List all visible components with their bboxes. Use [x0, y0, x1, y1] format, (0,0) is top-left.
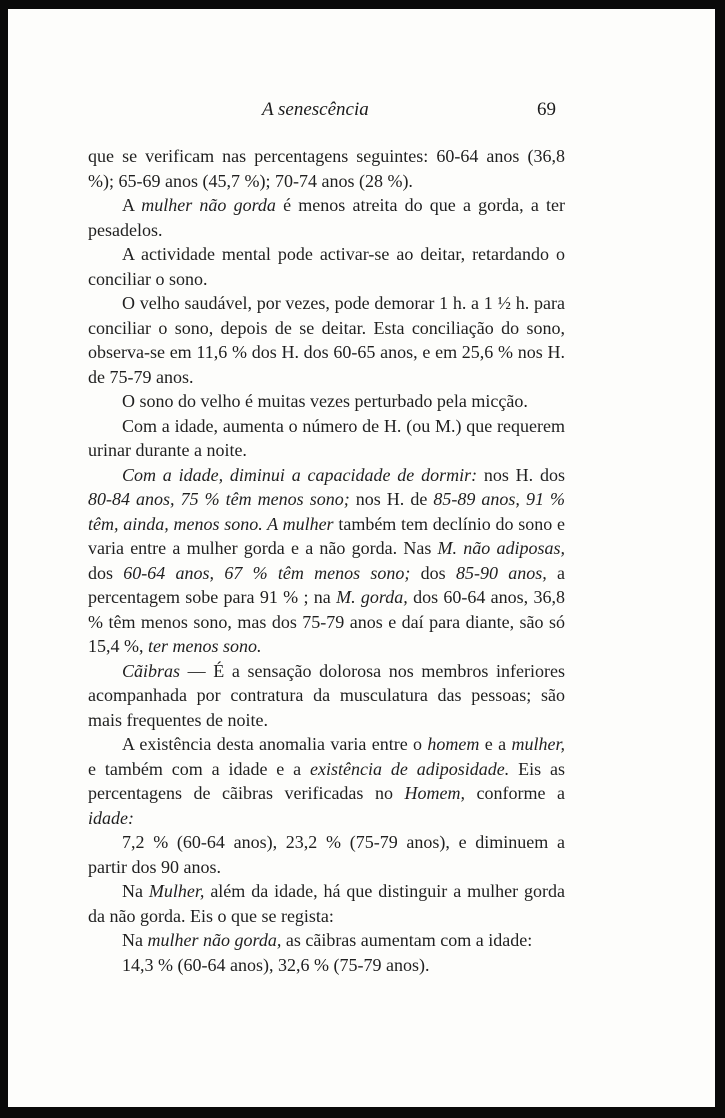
- paragraph-p4: [88, 291, 565, 389]
- running-head-title: A senescência: [262, 99, 369, 120]
- text-run: A: [122, 195, 142, 215]
- paragraph-p12: [88, 928, 565, 953]
- text-run: O sono do velho é muitas vezes perturbado pela micção.: [122, 391, 528, 411]
- paragraph-p11: [88, 879, 565, 928]
- text-run: Na: [122, 881, 149, 901]
- italic-text-run: mulher não gorda: [141, 195, 276, 215]
- paragraph-p13: [88, 953, 565, 978]
- text-run: 14,3 % (60-64 anos), 32,6 % (75-79 anos).: [122, 954, 430, 975]
- italic-text-run: 80-84 anos, 75 % têm menos sono;: [88, 489, 350, 509]
- text-run: conforme a: [464, 783, 565, 803]
- text-run: é menos atreita do que a gorda, a ter pesadelos.: [88, 195, 565, 240]
- italic-text-run: Cãibras: [122, 660, 181, 681]
- italic-text-run: ter menos sono.: [148, 636, 262, 656]
- text-run: também tem declínio do sono e varia entre a mulher gorda e a não gorda. Nas: [88, 513, 566, 558]
- text-run: 7,2 % (60-64 anos), 23,2 % (75-79 anos), e diminuem a partir dos 90 anos.: [88, 832, 565, 877]
- paragraph-p10: [88, 830, 565, 879]
- text-run: A actividade mental pode activar-se ao deitar, retardando o conciliar o sono.: [88, 244, 565, 289]
- text-run: Eis as percentagens de cãibras verificadas no: [88, 758, 565, 803]
- italic-text-run: 60-64 anos, 67 % têm menos sono;: [123, 562, 411, 583]
- italic-text-run: idade:: [88, 807, 134, 828]
- italic-text-run: M. gorda,: [336, 587, 408, 607]
- text-run: nos H. dos: [477, 464, 565, 485]
- text-run: e também com a idade e a: [88, 758, 311, 779]
- text-run: — É a sensação dolorosa nos membros inferiores acompanhada por contratura da musculatura das pessoas; são mais frequentes de noite.: [88, 660, 565, 730]
- text-run: dos: [410, 562, 456, 583]
- italic-text-run: Homem,: [404, 783, 465, 803]
- text-run: que se verificam nas percentagens seguintes: 60-64 anos (36,8 %); 65-69 anos (45,7 %); 70-74 anos (28 %).: [88, 146, 565, 191]
- paragraph-p1: [88, 144, 565, 193]
- text-run: nos H. de: [349, 489, 434, 509]
- body-text: [88, 144, 565, 977]
- text-run: e a: [479, 734, 512, 754]
- paragraph-p7: [88, 463, 565, 659]
- page-number: 69: [537, 99, 556, 120]
- italic-text-run: Com a idade, diminui a capacidade de dormir:: [122, 464, 478, 485]
- book-page: [8, 9, 715, 1107]
- running-head: [8, 99, 715, 129]
- text-run: as cãibras aumentam com a idade:: [281, 930, 533, 950]
- text-run: Com a idade, aumenta o número de H. (ou M.) que requerem urinar durante a noite.: [88, 415, 565, 460]
- text-run: Na: [122, 930, 148, 950]
- paragraph-p2: [88, 193, 565, 242]
- paragraph-p9: [88, 732, 565, 830]
- paragraph-p3: [88, 242, 565, 291]
- paragraph-p6: [88, 414, 565, 463]
- italic-text-run: homem: [427, 734, 480, 754]
- italic-text-run: 85-89 anos, 91 % têm, ainda, menos sono. A mulher: [88, 489, 565, 534]
- text-run: além da idade, há que distinguir a mulher gorda da não gorda. Eis o que se regista:: [88, 881, 565, 926]
- italic-text-run: mulher,: [511, 734, 565, 754]
- text-run: a percentagem sobe para 91 % ; na: [88, 562, 565, 607]
- italic-text-run: mulher não gorda,: [147, 930, 282, 950]
- italic-text-run: Mulher,: [148, 881, 205, 901]
- paragraph-p8: [88, 659, 565, 733]
- text-run: A existência desta anomalia varia entre o: [122, 734, 428, 754]
- italic-text-run: existência de adiposidade.: [310, 758, 510, 779]
- text-run: O velho saudável, por vezes, pode demorar 1 h. a 1 ½ h. para conciliar o sono, depois de se deitar. Esta conciliação do sono, observa-se em 11,6 % dos H. dos 60-65 anos, e em 25,6 % nos H. de 75-79 anos.: [88, 293, 565, 387]
- text-run: dos: [88, 562, 124, 583]
- italic-text-run: 85-90 anos,: [455, 562, 547, 583]
- paragraph-p5: [88, 389, 565, 414]
- italic-text-run: M. não adiposas,: [437, 538, 565, 558]
- text-run: dos 60-64 anos, 36,8 % têm menos sono, mas dos 75-79 anos e daí para diante, são só 15,4 %,: [88, 587, 565, 656]
